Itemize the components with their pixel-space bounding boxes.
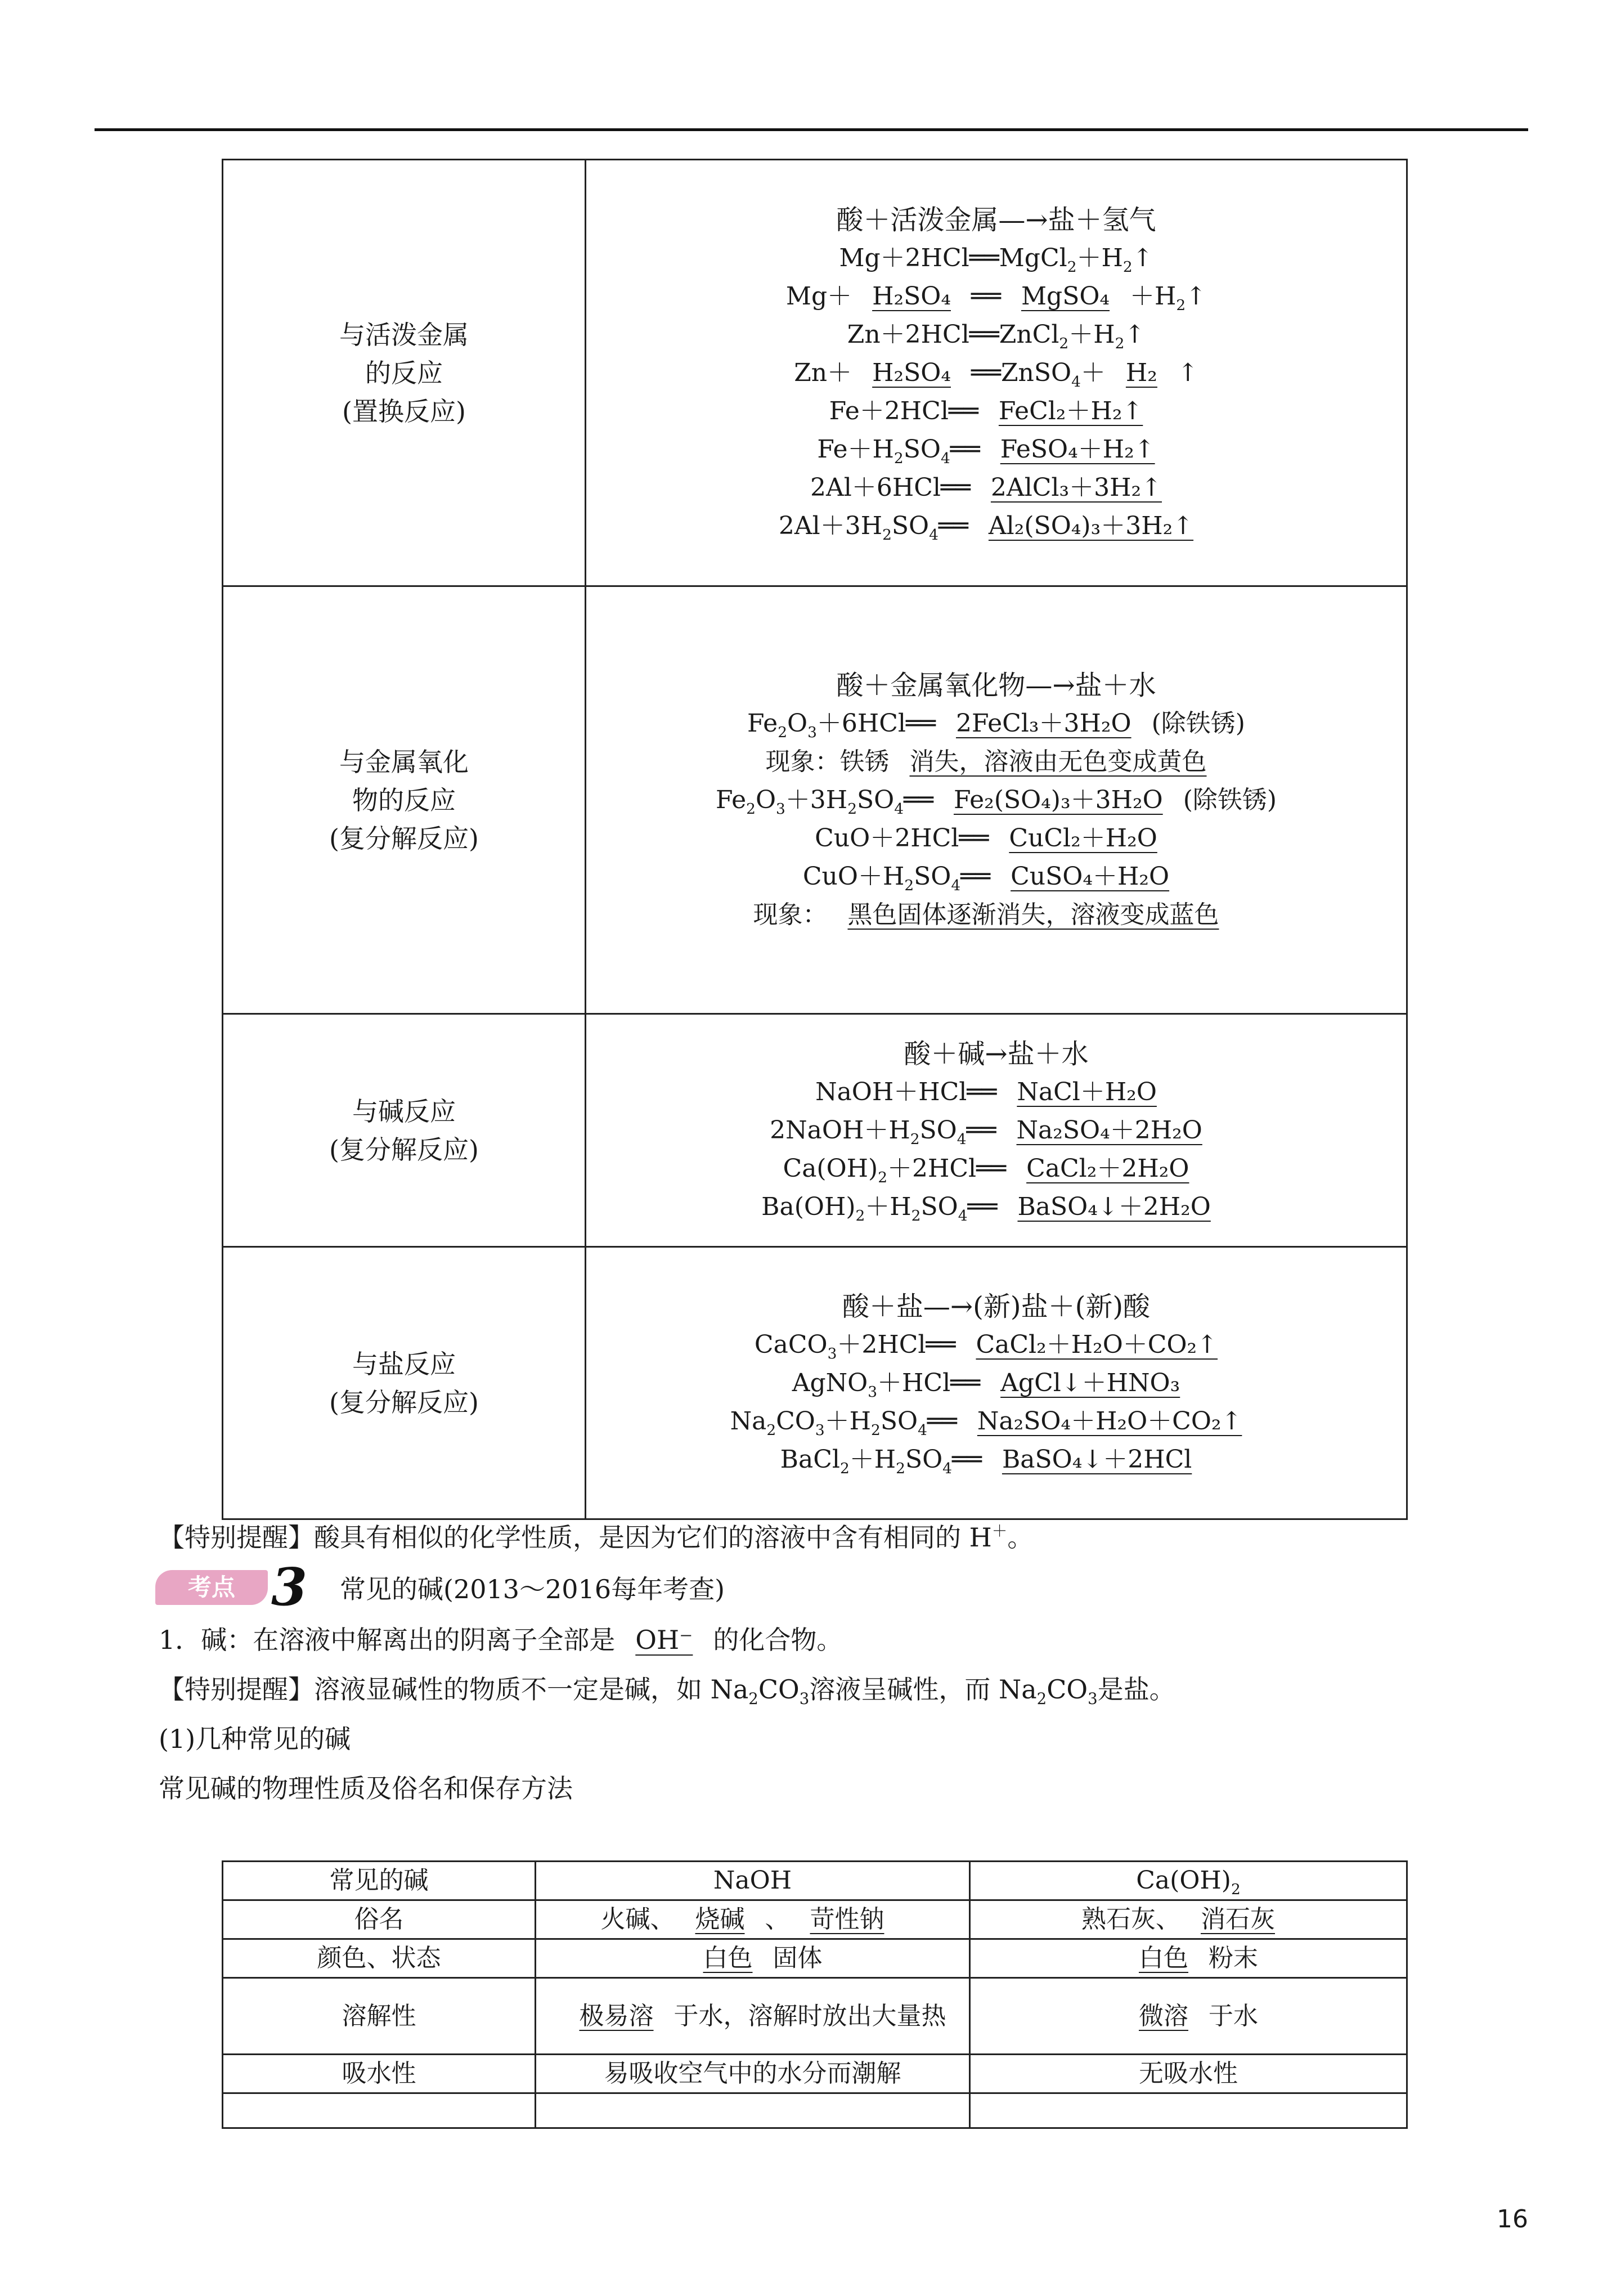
equation: [587, 354, 1406, 392]
fill-in-answer: Al₂(SO₄)₃＋3H₂↑: [988, 511, 1194, 540]
fill-in-answer: CaCl₂＋2H₂O: [1026, 1154, 1189, 1183]
text-segment: SO: [903, 434, 941, 464]
subscript: 3: [815, 1421, 825, 1439]
table-cell: [223, 1862, 536, 1900]
text-segment: ══: [950, 434, 980, 464]
equation: [587, 1402, 1406, 1441]
text-segment: ＋H: [849, 1445, 896, 1474]
text-segment: O: [787, 708, 808, 738]
subscript: 4: [1071, 373, 1081, 391]
equation: [587, 430, 1406, 469]
equation: [587, 469, 1406, 507]
text-segment: ══: [967, 1192, 998, 1221]
fill-in-answer: OH⁻: [635, 1625, 693, 1655]
subscript: 3: [807, 723, 817, 741]
kaodian-badge: 考点: [155, 1570, 268, 1605]
fill-in-answer: CuSO₄＋H₂O: [1011, 862, 1170, 891]
text-segment: CO: [1047, 1674, 1088, 1705]
text-segment: 。: [1007, 1522, 1034, 1553]
fill-in-answer: 消失，溶液由无色变成黄色: [909, 747, 1207, 776]
text-segment: (除铁锈): [1151, 708, 1245, 738]
equation: [587, 1111, 1406, 1150]
table-cell: [223, 2093, 536, 2128]
subscript: 2: [893, 449, 904, 467]
text-segment: SO: [891, 511, 930, 540]
subscript: 2: [839, 1459, 850, 1477]
text-segment: Fe: [715, 785, 747, 814]
subscript: 2: [1036, 1689, 1047, 1708]
text-segment: Ca(OH): [1136, 1866, 1231, 1895]
page-number: 16: [1497, 2205, 1528, 2234]
fill-in-answer: 2AlCl₃＋3H₂↑: [990, 473, 1162, 502]
text-segment: O: [755, 785, 776, 814]
label-line: 与活泼金属: [339, 319, 469, 350]
fill-in-answer: H₂SO₄: [872, 358, 951, 387]
equation: [587, 705, 1406, 743]
subscript: 2: [1059, 334, 1069, 352]
text-segment: Zn＋2HCl══ZnCl: [847, 320, 1059, 349]
text-segment: 颜色、状态: [317, 1944, 441, 1972]
text-segment: ══: [971, 281, 1001, 311]
equation: [587, 1326, 1406, 1364]
text-segment: Mg＋2HCl══MgCl: [839, 243, 1067, 272]
table-cell: [970, 2093, 1407, 2128]
row-content: [586, 1247, 1407, 1519]
text-segment: ══: [904, 785, 933, 814]
text-segment: ══: [960, 862, 991, 891]
text-segment: Ca(OH): [783, 1154, 878, 1183]
subscript: 2: [748, 1689, 758, 1708]
text-segment: 2NaOH＋H: [770, 1115, 910, 1145]
subscript: 4: [951, 876, 961, 894]
table-cell: [536, 1862, 970, 1900]
text-segment: ══: [927, 1406, 957, 1436]
text-segment: NaOH＋HCl══: [815, 1077, 997, 1106]
text-segment: Fe＋H: [817, 434, 894, 464]
fill-in-answer: Na₂SO₄＋H₂O＋CO₂↑: [977, 1406, 1242, 1436]
reaction-heading: 酸＋活泼金属—→盐＋氢气: [836, 204, 1156, 236]
special-tip-acid: [159, 1519, 1033, 1555]
text-segment: 溶液呈碱性，而 Na: [809, 1674, 1037, 1705]
label-line: (复分解反应): [329, 1387, 479, 1418]
fill-in-answer: CaCl₂＋H₂O＋CO₂↑: [976, 1330, 1218, 1359]
table-row: [223, 160, 1407, 586]
text-segment: CaCO: [754, 1330, 828, 1359]
text-segment: ══: [951, 1445, 982, 1474]
text-segment: 于水: [1209, 2001, 1258, 2030]
fill-in-answer: H₂: [1125, 358, 1157, 387]
text-segment: 现象：铁锈: [765, 747, 890, 776]
equation: [587, 316, 1406, 354]
fill-in-answer: 烧碱: [695, 1905, 745, 1934]
row-content: [586, 586, 1407, 1014]
table-cell: [536, 1978, 970, 2055]
fill-in-answer: 微溶: [1139, 2001, 1188, 2030]
text-segment: ＋HCl══: [877, 1368, 981, 1397]
header-rule: [95, 128, 1528, 131]
fill-in-answer: FeCl₂＋H₂↑: [998, 396, 1143, 425]
row-label: [223, 160, 586, 586]
text-segment: SO: [914, 862, 951, 891]
text-segment: ══: [938, 511, 968, 540]
table-row: [223, 586, 1407, 1014]
equation: [587, 1150, 1406, 1188]
fill-in-answer: H₂SO₄: [872, 281, 951, 311]
fill-in-answer: 消石灰: [1201, 1905, 1275, 1934]
table-row: [223, 1862, 1407, 1900]
text-segment: 、: [765, 1905, 790, 1934]
text-segment: 易吸收空气中的水分而潮解: [604, 2059, 901, 2088]
equation: [587, 507, 1406, 545]
kaodian-number: 3: [271, 1557, 308, 1617]
subheading-properties: 常见碱的物理性质及俗名和保存方法: [159, 1773, 573, 1804]
table-cell: [970, 1978, 1407, 2055]
fill-in-answer: FeSO₄＋H₂↑: [1000, 434, 1155, 464]
text-segment: 【特别提醒】溶液显碱性的物质不一定是碱，如 Na: [159, 1674, 749, 1705]
table-row: [223, 2093, 1407, 2128]
text-segment: Fe＋2HCl══: [829, 396, 978, 425]
text-segment: AgNO: [792, 1368, 868, 1397]
label-line: 的反应: [365, 357, 443, 388]
text-segment: CuO＋H: [802, 862, 905, 891]
equation: [587, 1073, 1406, 1111]
table-row: [223, 1978, 1407, 2055]
common-bases-table: [222, 1860, 1408, 2129]
table-cell: [223, 1900, 536, 1939]
text-segment: Mg＋: [785, 281, 852, 311]
text-segment: ↑: [1124, 320, 1146, 349]
subscript: 4: [929, 526, 939, 544]
text-segment: ══ZnSO: [971, 358, 1072, 387]
kaodian-title: 常见的碱(2013～2016每年考查): [340, 1574, 725, 1604]
table-row: [223, 2055, 1407, 2093]
text-segment: ＋6HCl══: [816, 708, 936, 738]
text-segment: 2Al＋6HCl══: [810, 473, 971, 502]
text-segment: 于水，溶解时放出大量热: [673, 2001, 946, 2030]
fill-in-answer: MgSO₄: [1021, 281, 1110, 311]
subheading-common-bases: (1)几种常见的碱: [159, 1724, 351, 1754]
subscript: 3: [827, 1344, 837, 1362]
text-segment: Na: [730, 1406, 767, 1436]
reaction-heading: 酸＋金属氧化物—→盐＋水: [836, 669, 1156, 701]
fill-in-answer: NaCl＋H₂O: [1017, 1077, 1157, 1106]
subscript: 4: [942, 1459, 952, 1477]
label-line: 与盐反应: [352, 1348, 456, 1379]
fill-in-answer: BaSO₄↓＋2HCl: [1002, 1445, 1192, 1474]
equation: [587, 858, 1406, 896]
text-segment: ＋H: [1130, 281, 1177, 311]
text-segment: 是盐。: [1097, 1674, 1175, 1705]
subscript: 2: [882, 526, 892, 544]
text-segment: 粉末: [1209, 1944, 1258, 1972]
row-label: [223, 1014, 586, 1247]
table-cell: [536, 2093, 970, 2128]
subscript: 2: [766, 1421, 776, 1439]
subscript: 2: [904, 876, 914, 894]
text-segment: 火碱、: [600, 1905, 675, 1934]
subscript: 4: [918, 1421, 927, 1439]
text-segment: CuO＋2HCl══: [815, 823, 989, 853]
equation: [587, 1188, 1406, 1226]
subscript: 3: [799, 1689, 810, 1708]
table-cell: [970, 2055, 1407, 2093]
equation: [587, 277, 1406, 316]
subscript: 2: [1231, 1881, 1241, 1898]
text-segment: SO: [919, 1115, 957, 1145]
fill-in-answer: 极易溶: [579, 2001, 654, 2030]
equation-list: [587, 1326, 1406, 1479]
acid-reactions-table: [222, 159, 1408, 1520]
text-segment: ══: [966, 1115, 996, 1145]
text-segment: ↑: [1177, 358, 1198, 387]
text-segment: 吸水性: [342, 2059, 416, 2088]
text-segment: Ba(OH): [761, 1192, 856, 1221]
equation: [587, 896, 1406, 934]
fill-in-answer: BaSO₄↓＋2H₂O: [1017, 1192, 1211, 1221]
text-segment: ↑: [1186, 281, 1207, 311]
text-segment: 溶解性: [342, 2001, 416, 2030]
reaction-heading: 酸＋盐—→(新)盐＋(新)酸: [842, 1290, 1151, 1322]
fill-in-answer: 白色: [1139, 1944, 1188, 1972]
row-label: [223, 586, 586, 1014]
fill-in-answer: Fe₂(SO₄)₃＋3H₂O: [953, 785, 1163, 814]
equation: [587, 819, 1406, 858]
equation: [587, 392, 1406, 430]
fill-in-answer: 苛性钠: [810, 1905, 884, 1934]
label-line: (置换反应): [342, 396, 466, 427]
row-label: [223, 1247, 586, 1519]
table-cell: [536, 1939, 970, 1978]
text-segment: SO: [920, 1192, 958, 1221]
table-row: [223, 1939, 1407, 1978]
text-segment: CO: [776, 1406, 815, 1436]
equation: [587, 1441, 1406, 1479]
base-definition: [159, 1622, 842, 1658]
subscript: 2: [1067, 258, 1077, 276]
subscript: 2: [871, 1421, 881, 1439]
text-segment: 固体: [773, 1944, 823, 1972]
text-segment: BaCl: [780, 1445, 840, 1474]
subscript: 2: [910, 1130, 920, 1148]
subscript: 2: [746, 800, 756, 818]
equation: [587, 781, 1406, 819]
table-cell: [970, 1939, 1407, 1978]
label-line: 物的反应: [352, 784, 456, 815]
row-content: [586, 1014, 1407, 1247]
text-segment: ＋H: [865, 1192, 911, 1221]
text-segment: 常见的碱: [329, 1866, 429, 1895]
table-row: [223, 1900, 1407, 1939]
text-segment: 熟石灰、: [1081, 1905, 1180, 1934]
text-segment: Fe: [747, 708, 778, 738]
subscript: 2: [896, 1459, 905, 1477]
table-cell: [223, 1939, 536, 1978]
text-segment: ＋2HCl══: [837, 1330, 956, 1359]
subscript: 2: [855, 1207, 865, 1225]
table-row: [223, 1247, 1407, 1519]
fill-in-answer: AgCl↓＋HNO₃: [1000, 1368, 1180, 1397]
fill-in-answer: 黑色固体逐渐消失，溶液变成蓝色: [847, 900, 1219, 929]
text-segment: ＋2HCl══: [887, 1154, 1007, 1183]
text-segment: 2Al＋3H: [778, 511, 883, 540]
table-cell: [223, 1978, 536, 2055]
text-segment: ＋: [1080, 358, 1106, 387]
special-tip-base: [159, 1671, 1175, 1707]
label-line: 与金属氧化: [339, 746, 469, 777]
equation-list: [587, 1073, 1406, 1226]
subscript: 2: [1176, 296, 1186, 314]
text-segment: SO: [856, 785, 895, 814]
text-segment: ＋H: [1076, 243, 1123, 272]
subscript: 4: [894, 800, 904, 818]
fill-in-answer: Na₂SO₄＋2H₂O: [1016, 1115, 1202, 1145]
text-segment: CO: [758, 1674, 800, 1705]
fill-in-answer: 2FeCl₃＋3H₂O: [955, 708, 1131, 738]
table-cell: [536, 1900, 970, 1939]
subscript: 2: [778, 723, 788, 741]
row-content: [586, 160, 1407, 586]
subscript: 4: [957, 1130, 967, 1148]
equation: [587, 743, 1406, 781]
equation: [587, 239, 1406, 277]
text-segment: (除铁锈): [1183, 785, 1277, 814]
label-line: (复分解反应): [329, 823, 479, 854]
table-cell: [536, 2055, 970, 2093]
text-segment: 俗名: [354, 1905, 404, 1934]
text-segment: 1．碱：在溶液中解离出的阴离子全部是: [159, 1625, 616, 1655]
kaodian-header: [155, 1557, 725, 1617]
subscript: 2: [878, 1168, 888, 1186]
text-segment: 现象：: [753, 900, 828, 929]
table-row: [223, 1014, 1407, 1247]
text-segment: ↑: [1132, 243, 1153, 272]
subscript: 2: [911, 1207, 921, 1225]
fill-in-answer: CuCl₂＋H₂O: [1009, 823, 1157, 853]
subscript: 2: [1122, 258, 1133, 276]
subscript: 3: [868, 1383, 878, 1401]
text-segment: SO: [880, 1406, 918, 1436]
label-line: 与碱反应: [352, 1096, 456, 1127]
equation-list: [587, 239, 1406, 545]
subscript: 3: [1088, 1689, 1098, 1708]
table-cell: [970, 1900, 1407, 1939]
table-cell: [223, 2055, 536, 2093]
reaction-heading: 酸＋碱→盐＋水: [904, 1038, 1089, 1070]
label-line: (复分解反应): [329, 1134, 479, 1165]
table-cell: [970, 1862, 1407, 1900]
subscript: 4: [940, 449, 950, 467]
text-segment: SO: [905, 1445, 943, 1474]
text-segment: NaOH: [713, 1866, 792, 1895]
superscript: ＋: [991, 1522, 1008, 1540]
subscript: 4: [958, 1207, 968, 1225]
equation: [587, 1364, 1406, 1402]
text-segment: 无吸水性: [1139, 2059, 1238, 2088]
subscript: 2: [1115, 334, 1125, 352]
equation-list: [587, 705, 1406, 934]
subscript: 3: [776, 800, 785, 818]
text-segment: ＋3H: [785, 785, 848, 814]
text-segment: 的化合物。: [713, 1625, 843, 1655]
text-segment: Zn＋: [794, 358, 852, 387]
text-segment: ＋H: [1068, 320, 1115, 349]
text-segment: ＋H: [824, 1406, 872, 1436]
text-segment: 【特别提醒】酸具有相似的化学性质，是因为它们的溶液中含有相同的 H: [159, 1522, 992, 1553]
subscript: 2: [847, 800, 857, 818]
fill-in-answer: 白色: [703, 1944, 753, 1972]
